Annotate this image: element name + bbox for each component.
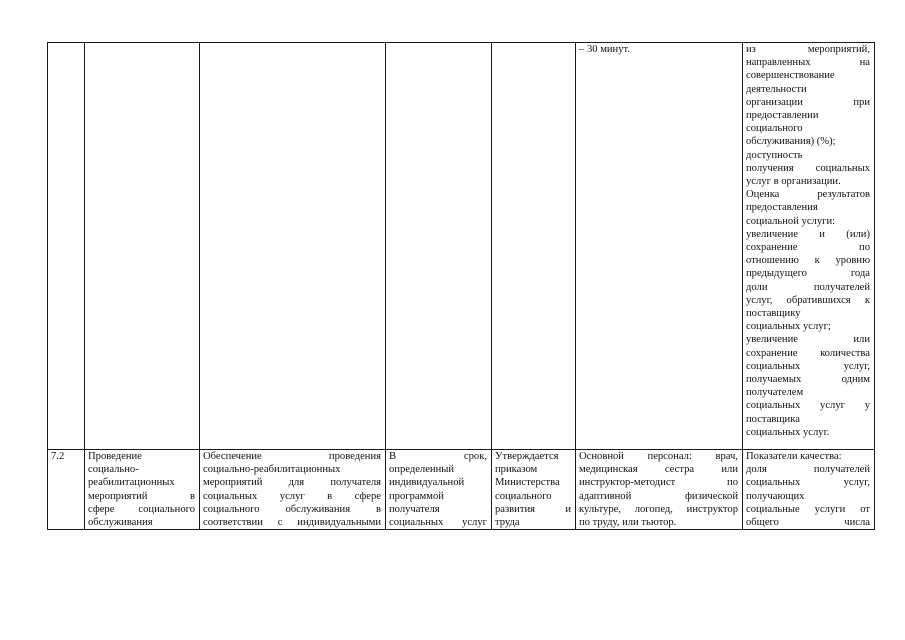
text-line: услуг, обратившихся к	[746, 294, 870, 306]
text-line: мероприятий в	[88, 490, 195, 502]
text-line: – 30 минут.	[579, 44, 631, 55]
text-line: культуре, логопед, инструктор	[579, 503, 738, 515]
text-line: сохранение количества	[746, 347, 870, 359]
table-row	[48, 450, 875, 530]
text-line: получателем	[746, 387, 804, 399]
cell-text	[746, 450, 870, 529]
text-line: реабилитационных	[88, 477, 175, 489]
text-line: социального	[746, 123, 803, 135]
text-line: обслуживания	[88, 517, 153, 529]
text-line: получателя	[389, 503, 440, 515]
text-line: социального	[495, 490, 552, 502]
cell-service-cost	[492, 43, 576, 450]
text-line: направленных на	[746, 57, 870, 69]
text-line: увеличение или	[746, 334, 870, 346]
text-line: сохранение по	[746, 242, 870, 254]
text-line: доли получателей	[746, 281, 870, 293]
cell-service-term	[386, 43, 492, 450]
cell-text	[579, 43, 738, 56]
text-line: социальной услуги:	[746, 215, 836, 227]
text-line: социально-	[88, 464, 139, 476]
cell-service-description	[200, 43, 386, 450]
text-line: социальных услуг,	[746, 360, 870, 372]
text-line: услуг в организации.	[746, 176, 841, 188]
cell-service-name	[85, 450, 200, 530]
cell-quality-indicators	[743, 43, 875, 450]
cell-service-conditions	[576, 450, 743, 530]
text-line: определенный	[389, 464, 455, 476]
text-line: Оценка результатов	[746, 189, 870, 201]
text-line: Утверждается	[495, 451, 559, 462]
text-line: социального обслуживания в	[203, 503, 381, 515]
text-line: программой	[389, 490, 444, 502]
cell-text	[88, 450, 195, 529]
text-line: В срок,	[389, 451, 487, 462]
text-line: социальных услуг	[389, 517, 487, 529]
text-line: предоставления	[746, 202, 818, 214]
text-line: получения социальных	[746, 162, 870, 174]
cell-text	[579, 450, 738, 529]
cell-number: 7.2	[48, 450, 85, 530]
text-line: развития и	[495, 503, 571, 515]
text-line: Проведение	[88, 451, 142, 462]
cell-text	[203, 450, 381, 529]
text-line: адаптивной физической	[579, 490, 738, 502]
text-line: социально-реабилитационных	[203, 464, 341, 476]
text-line: индивидуальной	[389, 477, 465, 489]
text-line: инструктор-методист по	[579, 477, 738, 489]
text-line: из мероприятий,	[746, 44, 870, 55]
text-line: получающих	[746, 490, 805, 502]
cell-text	[746, 43, 870, 439]
text-line: организации при	[746, 96, 870, 108]
cell-service-description	[200, 450, 386, 530]
text-line: отношению к уровню	[746, 255, 870, 267]
text-line: по труду, или тьютор.	[579, 517, 677, 529]
text-line: Показатели качества:	[746, 451, 842, 462]
text-line: Основной персонал: врач,	[579, 451, 738, 462]
text-line: деятельности	[746, 83, 807, 95]
text-line: мероприятий для получателя	[203, 477, 381, 489]
text-line: предыдущего года	[746, 268, 870, 280]
text-line: общего числа	[746, 517, 870, 529]
text-line: Обеспечение проведения	[203, 451, 381, 462]
text-line: социальных услуг,	[746, 477, 870, 489]
text-line: сфере социального	[88, 503, 195, 515]
cell-text	[389, 450, 487, 529]
text-line: труда	[495, 517, 520, 529]
table-row	[48, 43, 875, 450]
text-line: социальные услуги от	[746, 503, 870, 515]
text-line: доля получателей	[746, 464, 870, 476]
text-line: социальных услуг;	[746, 321, 831, 333]
cell-service-name	[85, 43, 200, 450]
text-line: социальных услуг в сфере	[203, 490, 381, 502]
cell-service-cost	[492, 450, 576, 530]
cell-number	[48, 43, 85, 450]
cell-service-term	[386, 450, 492, 530]
text-line: медицинская сестра или	[579, 464, 738, 476]
text-line: увеличение и (или)	[746, 228, 870, 240]
text-line: социальных услуг.	[746, 426, 830, 438]
text-line: доступность	[746, 149, 803, 161]
cell-quality-indicators	[743, 450, 875, 530]
text-line: приказом	[495, 464, 538, 476]
text-line: получаемых одним	[746, 374, 870, 386]
document-table	[47, 42, 875, 530]
text-line: совершенствование	[746, 70, 835, 82]
text-line: поставщика	[746, 413, 800, 425]
text-line: Министерства	[495, 477, 560, 489]
text-line: соответствии с индивидуальными	[203, 517, 381, 529]
cell-service-conditions	[576, 43, 743, 450]
text-line: предоставлении	[746, 110, 819, 122]
text-line: обслуживания) (%);	[746, 136, 836, 148]
cell-text	[495, 450, 571, 529]
text-line: социальных услуг у	[746, 400, 870, 412]
text-line: поставщику	[746, 308, 801, 320]
